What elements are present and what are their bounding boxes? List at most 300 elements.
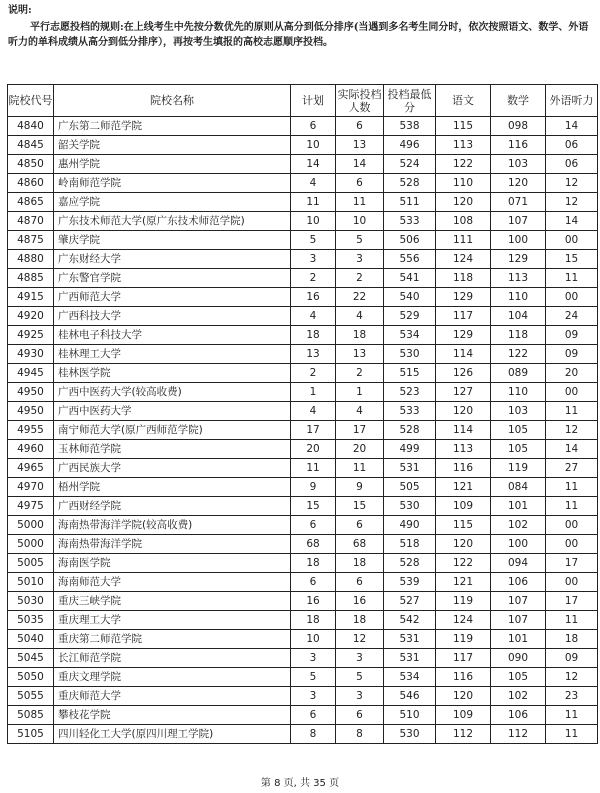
cell-actual: 11 — [336, 193, 384, 212]
cell-math: 101 — [491, 630, 546, 649]
table-row — [8, 345, 598, 364]
cell-plan: 13 — [291, 345, 336, 364]
cell-plan: 15 — [291, 497, 336, 516]
cell-listening: 12 — [546, 668, 598, 687]
cell-actual: 16 — [336, 592, 384, 611]
table-row — [8, 174, 598, 193]
cell-plan: 11 — [291, 193, 336, 212]
header-actual: 实际投档人数 — [336, 85, 384, 117]
cell-min-score: 538 — [384, 117, 436, 136]
cell-min-score: 533 — [384, 402, 436, 421]
cell-code: 5055 — [8, 687, 54, 706]
cell-code: 4875 — [8, 231, 54, 250]
cell-plan: 3 — [291, 649, 336, 668]
cell-actual: 2 — [336, 364, 384, 383]
cell-listening: 11 — [546, 402, 598, 421]
cell-chinese: 108 — [436, 212, 491, 231]
cell-chinese: 116 — [436, 668, 491, 687]
cell-chinese: 115 — [436, 516, 491, 535]
cell-code: 4850 — [8, 155, 54, 174]
cell-code: 4945 — [8, 364, 54, 383]
cell-min-score: 530 — [384, 345, 436, 364]
cell-chinese: 115 — [436, 117, 491, 136]
cell-chinese: 124 — [436, 250, 491, 269]
cell-math: 089 — [491, 364, 546, 383]
cell-math: 100 — [491, 535, 546, 554]
table-row — [8, 706, 598, 725]
cell-listening: 14 — [546, 212, 598, 231]
cell-plan: 11 — [291, 459, 336, 478]
cell-listening: 00 — [546, 383, 598, 402]
header-name: 院校名称 — [54, 85, 291, 117]
cell-code: 4880 — [8, 250, 54, 269]
cell-chinese: 124 — [436, 611, 491, 630]
cell-plan: 6 — [291, 706, 336, 725]
cell-actual: 6 — [336, 117, 384, 136]
cell-name: 广东第二师范学院 — [54, 117, 291, 136]
cell-plan: 3 — [291, 250, 336, 269]
header-chinese: 语文 — [436, 85, 491, 117]
cell-chinese: 111 — [436, 231, 491, 250]
cell-math: 112 — [491, 725, 546, 744]
cell-min-score: 531 — [384, 459, 436, 478]
cell-min-score: 505 — [384, 478, 436, 497]
cell-code: 4975 — [8, 497, 54, 516]
cell-chinese: 117 — [436, 307, 491, 326]
cell-actual: 13 — [336, 136, 384, 155]
table-row — [8, 516, 598, 535]
table-row — [8, 497, 598, 516]
table-row — [8, 611, 598, 630]
cell-plan: 9 — [291, 478, 336, 497]
cell-math: 101 — [491, 497, 546, 516]
cell-plan: 18 — [291, 611, 336, 630]
cell-math: 090 — [491, 649, 546, 668]
cell-chinese: 126 — [436, 364, 491, 383]
table-row — [8, 136, 598, 155]
cell-name: 广东警官学院 — [54, 269, 291, 288]
cell-plan: 10 — [291, 212, 336, 231]
cell-actual: 18 — [336, 611, 384, 630]
cell-min-score: 534 — [384, 668, 436, 687]
cell-min-score: 515 — [384, 364, 436, 383]
cell-code: 4960 — [8, 440, 54, 459]
cell-min-score: 511 — [384, 193, 436, 212]
cell-listening: 11 — [546, 269, 598, 288]
cell-plan: 14 — [291, 155, 336, 174]
cell-listening: 12 — [546, 174, 598, 193]
cell-chinese: 110 — [436, 174, 491, 193]
cell-actual: 9 — [336, 478, 384, 497]
header-plan: 计划 — [291, 85, 336, 117]
cell-name: 长江师范学院 — [54, 649, 291, 668]
cell-actual: 6 — [336, 573, 384, 592]
table-row — [8, 478, 598, 497]
cell-min-score: 528 — [384, 174, 436, 193]
cell-listening: 06 — [546, 136, 598, 155]
cell-actual: 17 — [336, 421, 384, 440]
cell-name: 桂林医学院 — [54, 364, 291, 383]
cell-listening: 24 — [546, 307, 598, 326]
cell-plan: 10 — [291, 136, 336, 155]
cell-plan: 5 — [291, 231, 336, 250]
cell-plan: 4 — [291, 174, 336, 193]
table-row — [8, 573, 598, 592]
table-row — [8, 193, 598, 212]
cell-name: 惠州学院 — [54, 155, 291, 174]
cell-chinese: 120 — [436, 402, 491, 421]
cell-math: 129 — [491, 250, 546, 269]
cell-math: 094 — [491, 554, 546, 573]
cell-plan: 4 — [291, 307, 336, 326]
cell-code: 5030 — [8, 592, 54, 611]
cell-listening: 09 — [546, 326, 598, 345]
cell-code: 4950 — [8, 402, 54, 421]
cell-chinese: 113 — [436, 136, 491, 155]
cell-math: 103 — [491, 402, 546, 421]
cell-math: 105 — [491, 440, 546, 459]
cell-math: 120 — [491, 174, 546, 193]
table-header-row — [8, 85, 598, 117]
cell-code: 5005 — [8, 554, 54, 573]
cell-math: 104 — [491, 307, 546, 326]
cell-listening: 11 — [546, 497, 598, 516]
cell-chinese: 121 — [436, 573, 491, 592]
table-row — [8, 535, 598, 554]
cell-chinese: 120 — [436, 687, 491, 706]
table-row — [8, 554, 598, 573]
cell-actual: 11 — [336, 459, 384, 478]
cell-listening: 11 — [546, 725, 598, 744]
cell-math: 110 — [491, 288, 546, 307]
cell-name: 岭南师范学院 — [54, 174, 291, 193]
cell-listening: 11 — [546, 478, 598, 497]
cell-chinese: 120 — [436, 193, 491, 212]
table-row — [8, 231, 598, 250]
cell-chinese: 121 — [436, 478, 491, 497]
cell-math: 103 — [491, 155, 546, 174]
cell-actual: 22 — [336, 288, 384, 307]
cell-plan: 1 — [291, 383, 336, 402]
cell-chinese: 122 — [436, 554, 491, 573]
cell-actual: 3 — [336, 250, 384, 269]
cell-listening: 09 — [546, 649, 598, 668]
cell-code: 5050 — [8, 668, 54, 687]
cell-chinese: 114 — [436, 421, 491, 440]
cell-listening: 11 — [546, 611, 598, 630]
cell-actual: 8 — [336, 725, 384, 744]
cell-listening: 12 — [546, 421, 598, 440]
cell-name: 海南热带海洋学院(较高收费) — [54, 516, 291, 535]
cell-chinese: 109 — [436, 497, 491, 516]
note-body: 平行志愿投档的规则:在上线考生中先按分数优先的原则从高分到低分排序(当遇到多名考生同分时，依次按照语文、数学、外语听力的单科成绩从高分到低分排序），再按考生填报的高校志愿顺序投档。 — [8, 22, 589, 48]
table-row — [8, 269, 598, 288]
cell-code: 4845 — [8, 136, 54, 155]
cell-min-score: 541 — [384, 269, 436, 288]
cell-listening: 00 — [546, 231, 598, 250]
cell-min-score: 490 — [384, 516, 436, 535]
cell-min-score: 496 — [384, 136, 436, 155]
cell-plan: 2 — [291, 269, 336, 288]
table-row — [8, 364, 598, 383]
header-min-score: 投档最低分 — [384, 85, 436, 117]
cell-code: 4970 — [8, 478, 54, 497]
cell-plan: 68 — [291, 535, 336, 554]
table-row — [8, 440, 598, 459]
cell-min-score: 506 — [384, 231, 436, 250]
table-row — [8, 668, 598, 687]
cell-name: 重庆三峡学院 — [54, 592, 291, 611]
cell-code: 5035 — [8, 611, 54, 630]
cell-name: 广西科技大学 — [54, 307, 291, 326]
cell-min-score: 546 — [384, 687, 436, 706]
cell-math: 106 — [491, 706, 546, 725]
cell-actual: 18 — [336, 554, 384, 573]
cell-plan: 5 — [291, 668, 336, 687]
cell-actual: 3 — [336, 687, 384, 706]
cell-actual: 18 — [336, 326, 384, 345]
cell-actual: 5 — [336, 231, 384, 250]
cell-math: 106 — [491, 573, 546, 592]
cell-plan: 6 — [291, 117, 336, 136]
table-row — [8, 687, 598, 706]
cell-math: 084 — [491, 478, 546, 497]
cell-math: 102 — [491, 516, 546, 535]
table-row — [8, 421, 598, 440]
cell-min-score: 524 — [384, 155, 436, 174]
cell-code: 5105 — [8, 725, 54, 744]
cell-listening: 00 — [546, 535, 598, 554]
cell-listening: 09 — [546, 345, 598, 364]
cell-name: 玉林师范学院 — [54, 440, 291, 459]
cell-actual: 6 — [336, 516, 384, 535]
cell-plan: 18 — [291, 554, 336, 573]
cell-plan: 16 — [291, 592, 336, 611]
cell-min-score: 527 — [384, 592, 436, 611]
cell-code: 4955 — [8, 421, 54, 440]
table-row — [8, 649, 598, 668]
table-row — [8, 250, 598, 269]
cell-math: 105 — [491, 421, 546, 440]
cell-actual: 10 — [336, 212, 384, 231]
cell-plan: 6 — [291, 573, 336, 592]
cell-code: 4920 — [8, 307, 54, 326]
cell-actual: 4 — [336, 307, 384, 326]
cell-name: 广西师范大学 — [54, 288, 291, 307]
cell-listening: 00 — [546, 288, 598, 307]
cell-name: 海南师范大学 — [54, 573, 291, 592]
cell-name: 广西中医药大学(较高收费) — [54, 383, 291, 402]
page-number: 第 8 页, 共 35 页 — [260, 778, 340, 789]
cell-code: 4950 — [8, 383, 54, 402]
cell-listening: 06 — [546, 155, 598, 174]
cell-name: 重庆理工大学 — [54, 611, 291, 630]
note-title: 说明: — [8, 5, 32, 16]
cell-min-score: 539 — [384, 573, 436, 592]
cell-chinese: 116 — [436, 459, 491, 478]
cell-code: 4915 — [8, 288, 54, 307]
cell-actual: 68 — [336, 535, 384, 554]
cell-actual: 4 — [336, 402, 384, 421]
cell-chinese: 120 — [436, 535, 491, 554]
cell-actual: 6 — [336, 706, 384, 725]
cell-chinese: 119 — [436, 630, 491, 649]
admission-table — [7, 84, 598, 744]
cell-name: 攀枝花学院 — [54, 706, 291, 725]
cell-name: 嘉应学院 — [54, 193, 291, 212]
table-row — [8, 307, 598, 326]
cell-min-score: 528 — [384, 421, 436, 440]
table-row — [8, 383, 598, 402]
header-math: 数学 — [491, 85, 546, 117]
cell-math: 107 — [491, 592, 546, 611]
cell-chinese: 113 — [436, 440, 491, 459]
table-row — [8, 212, 598, 231]
cell-plan: 20 — [291, 440, 336, 459]
cell-listening: 00 — [546, 573, 598, 592]
cell-plan: 8 — [291, 725, 336, 744]
cell-math: 071 — [491, 193, 546, 212]
cell-name: 桂林电子科技大学 — [54, 326, 291, 345]
cell-min-score: 530 — [384, 497, 436, 516]
cell-math: 098 — [491, 117, 546, 136]
cell-actual: 3 — [336, 649, 384, 668]
cell-name: 肇庆学院 — [54, 231, 291, 250]
cell-actual: 2 — [336, 269, 384, 288]
cell-min-score: 529 — [384, 307, 436, 326]
cell-listening: 15 — [546, 250, 598, 269]
cell-chinese: 122 — [436, 155, 491, 174]
cell-actual: 13 — [336, 345, 384, 364]
cell-min-score: 523 — [384, 383, 436, 402]
cell-plan: 6 — [291, 516, 336, 535]
cell-chinese: 109 — [436, 706, 491, 725]
table-row — [8, 117, 598, 136]
cell-name: 广东财经大学 — [54, 250, 291, 269]
cell-listening: 18 — [546, 630, 598, 649]
cell-math: 122 — [491, 345, 546, 364]
table-row — [8, 288, 598, 307]
cell-math: 107 — [491, 212, 546, 231]
cell-min-score: 556 — [384, 250, 436, 269]
table-row — [8, 630, 598, 649]
cell-math: 105 — [491, 668, 546, 687]
cell-listening: 23 — [546, 687, 598, 706]
cell-name: 梧州学院 — [54, 478, 291, 497]
cell-min-score: 531 — [384, 630, 436, 649]
cell-actual: 6 — [336, 174, 384, 193]
cell-chinese: 119 — [436, 592, 491, 611]
header-listening: 外语听力 — [546, 85, 598, 117]
cell-chinese: 127 — [436, 383, 491, 402]
cell-plan: 2 — [291, 364, 336, 383]
cell-plan: 3 — [291, 687, 336, 706]
cell-code: 4930 — [8, 345, 54, 364]
cell-code: 4870 — [8, 212, 54, 231]
cell-code: 5040 — [8, 630, 54, 649]
table-row — [8, 459, 598, 478]
cell-chinese: 129 — [436, 288, 491, 307]
table-row — [8, 326, 598, 345]
cell-code: 5045 — [8, 649, 54, 668]
cell-chinese: 118 — [436, 269, 491, 288]
cell-name: 四川轻化工大学(原四川理工学院) — [54, 725, 291, 744]
cell-actual: 20 — [336, 440, 384, 459]
table-row — [8, 402, 598, 421]
cell-listening: 14 — [546, 117, 598, 136]
cell-math: 118 — [491, 326, 546, 345]
cell-min-score: 499 — [384, 440, 436, 459]
cell-code: 4860 — [8, 174, 54, 193]
cell-actual: 5 — [336, 668, 384, 687]
cell-actual: 12 — [336, 630, 384, 649]
cell-chinese: 112 — [436, 725, 491, 744]
cell-math: 113 — [491, 269, 546, 288]
cell-plan: 17 — [291, 421, 336, 440]
cell-name: 海南热带海洋学院 — [54, 535, 291, 554]
cell-min-score: 534 — [384, 326, 436, 345]
cell-listening: 11 — [546, 706, 598, 725]
cell-min-score: 540 — [384, 288, 436, 307]
table-row — [8, 155, 598, 174]
cell-name: 重庆师范大学 — [54, 687, 291, 706]
cell-math: 102 — [491, 687, 546, 706]
cell-chinese: 129 — [436, 326, 491, 345]
cell-code: 4925 — [8, 326, 54, 345]
cell-name: 海南医学院 — [54, 554, 291, 573]
header-code: 院校代号 — [8, 85, 54, 117]
cell-code: 4965 — [8, 459, 54, 478]
cell-min-score: 528 — [384, 554, 436, 573]
cell-math: 116 — [491, 136, 546, 155]
cell-name: 重庆第二师范学院 — [54, 630, 291, 649]
cell-min-score: 530 — [384, 725, 436, 744]
cell-plan: 16 — [291, 288, 336, 307]
cell-code: 4840 — [8, 117, 54, 136]
cell-min-score: 518 — [384, 535, 436, 554]
cell-chinese: 117 — [436, 649, 491, 668]
cell-math: 119 — [491, 459, 546, 478]
cell-actual: 1 — [336, 383, 384, 402]
cell-listening: 20 — [546, 364, 598, 383]
cell-code: 5000 — [8, 516, 54, 535]
cell-listening: 27 — [546, 459, 598, 478]
cell-name: 韶关学院 — [54, 136, 291, 155]
cell-min-score: 533 — [384, 212, 436, 231]
cell-min-score: 542 — [384, 611, 436, 630]
cell-listening: 17 — [546, 554, 598, 573]
cell-plan: 10 — [291, 630, 336, 649]
cell-min-score: 510 — [384, 706, 436, 725]
cell-math: 110 — [491, 383, 546, 402]
cell-name: 南宁师范大学(原广西师范学院) — [54, 421, 291, 440]
cell-name: 广东技术师范大学(原广东技术师范学院) — [54, 212, 291, 231]
cell-plan: 18 — [291, 326, 336, 345]
cell-chinese: 114 — [436, 345, 491, 364]
table-row — [8, 725, 598, 744]
table-body — [8, 117, 598, 744]
cell-actual: 14 — [336, 155, 384, 174]
cell-listening: 12 — [546, 193, 598, 212]
cell-plan: 4 — [291, 402, 336, 421]
cell-code: 4865 — [8, 193, 54, 212]
cell-listening: 14 — [546, 440, 598, 459]
cell-name: 广西中医药大学 — [54, 402, 291, 421]
table-row — [8, 592, 598, 611]
cell-code: 4885 — [8, 269, 54, 288]
cell-name: 广西财经学院 — [54, 497, 291, 516]
cell-min-score: 531 — [384, 649, 436, 668]
